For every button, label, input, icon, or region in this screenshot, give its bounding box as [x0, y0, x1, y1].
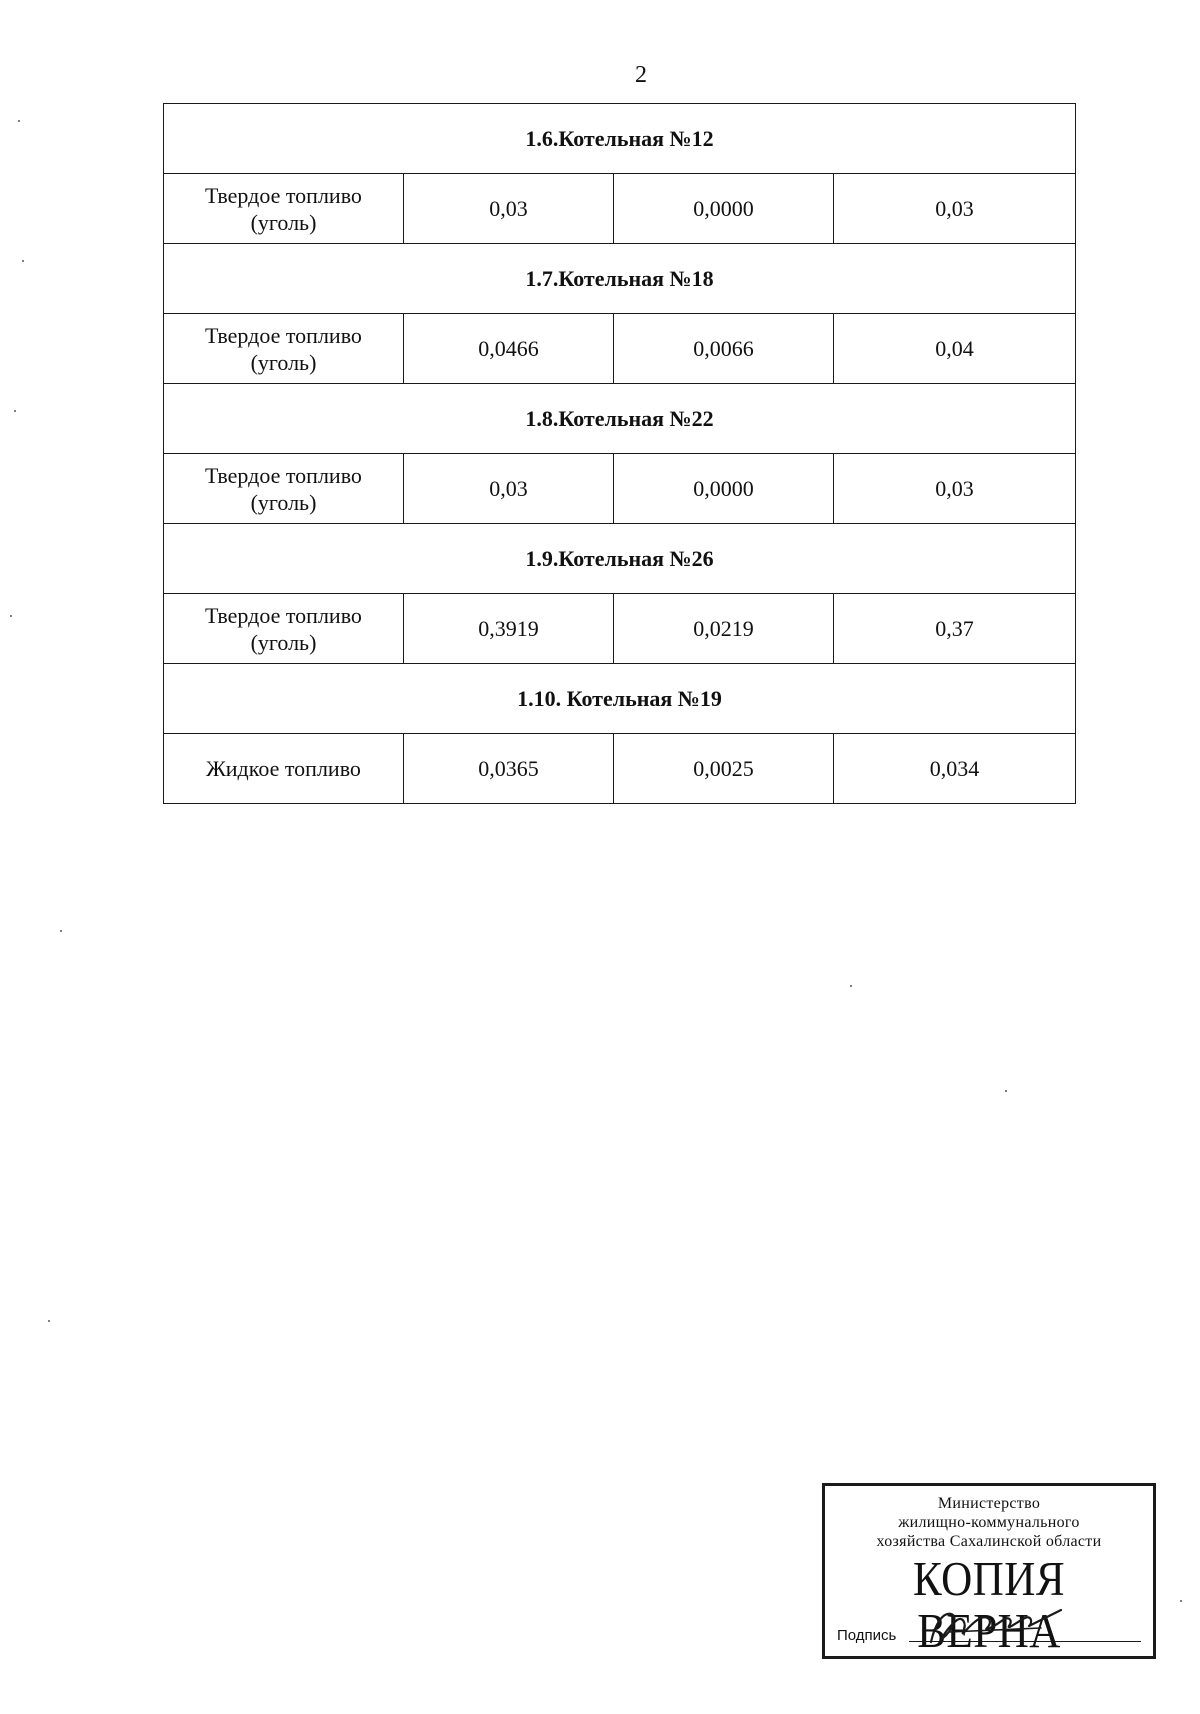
section-header-row: [164, 664, 1076, 734]
value-cell-3: 0,03: [834, 174, 1076, 244]
section-header-row: [164, 104, 1076, 174]
fuel-type-cell: [164, 594, 404, 664]
section-header-row: [164, 244, 1076, 314]
value-cell-2: 0,0219: [614, 594, 834, 664]
table-row: [164, 314, 1076, 384]
scan-speck: [22, 260, 24, 262]
scan-speck: [60, 930, 62, 932]
fuel-type-cell: [164, 734, 404, 804]
fuel-type-cell: [164, 314, 404, 384]
fuel-type-line1: Твердое топливо: [205, 462, 362, 488]
fuel-type-line2: (уголь): [250, 349, 317, 375]
value-cell-2: 0,0025: [614, 734, 834, 804]
table-row: [164, 174, 1076, 244]
value-cell-1: 0,03: [404, 454, 614, 524]
section-header-row: [164, 524, 1076, 594]
scan-speck: [1180, 1600, 1182, 1602]
value-cell-3: 0,03: [834, 454, 1076, 524]
scan-speck: [850, 985, 852, 987]
scan-speck: [10, 615, 12, 617]
fuel-type-cell: [164, 174, 404, 244]
section-header-row: [164, 384, 1076, 454]
stamp-ministry-line2: жилищно-коммунального: [898, 1514, 1080, 1531]
scan-speck: [18, 120, 20, 122]
section-title: 1.8.Котельная №22: [164, 384, 1076, 454]
handwritten-signature: [921, 1602, 1071, 1648]
fuel-type-line2: (уголь): [250, 629, 317, 655]
section-title: 1.9.Котельная №26: [164, 524, 1076, 594]
section-title: 1.7.Котельная №18: [164, 244, 1076, 314]
fuel-type-line1: Твердое топливо: [205, 182, 362, 208]
table-row: [164, 454, 1076, 524]
value-cell-1: 0,03: [404, 174, 614, 244]
value-cell-3: 0,034: [834, 734, 1076, 804]
value-cell-2: 0,0000: [614, 454, 834, 524]
section-title: 1.6.Котельная №12: [164, 104, 1076, 174]
value-cell-3: 0,37: [834, 594, 1076, 664]
value-cell-1: 0,0466: [404, 314, 614, 384]
fuel-type-line1: Твердое топливо: [205, 322, 362, 348]
stamp-ministry-line1: Министерство: [937, 1495, 1041, 1512]
value-cell-1: 0,0365: [404, 734, 614, 804]
certified-copy-stamp: [822, 1483, 1156, 1659]
scan-speck: [48, 1320, 50, 1322]
stamp-signature-label: Подпись: [837, 1627, 897, 1644]
value-cell-3: 0,04: [834, 314, 1076, 384]
fuel-type-line2: (уголь): [250, 489, 317, 515]
page-number: 2: [635, 62, 647, 88]
fuel-type-cell: [164, 454, 404, 524]
fuel-type-line1: Твердое топливо: [205, 602, 362, 628]
fuel-table: [163, 103, 1076, 804]
table-row: [164, 594, 1076, 664]
stamp-certified-copy-title: КОПИЯ ВЕРНА: [912, 1551, 1066, 1658]
value-cell-1: 0,3919: [404, 594, 614, 664]
table-row: [164, 734, 1076, 804]
scan-speck: [14, 410, 16, 412]
scan-speck: [1005, 1090, 1007, 1092]
fuel-type-line2: (уголь): [250, 209, 317, 235]
value-cell-2: 0,0066: [614, 314, 834, 384]
stamp-ministry-line3: хозяйства Сахалинской области: [876, 1533, 1102, 1550]
section-title: 1.10. Котельная №19: [164, 664, 1076, 734]
value-cell-2: 0,0000: [614, 174, 834, 244]
fuel-type-line1: Жидкое топливо: [206, 756, 361, 781]
